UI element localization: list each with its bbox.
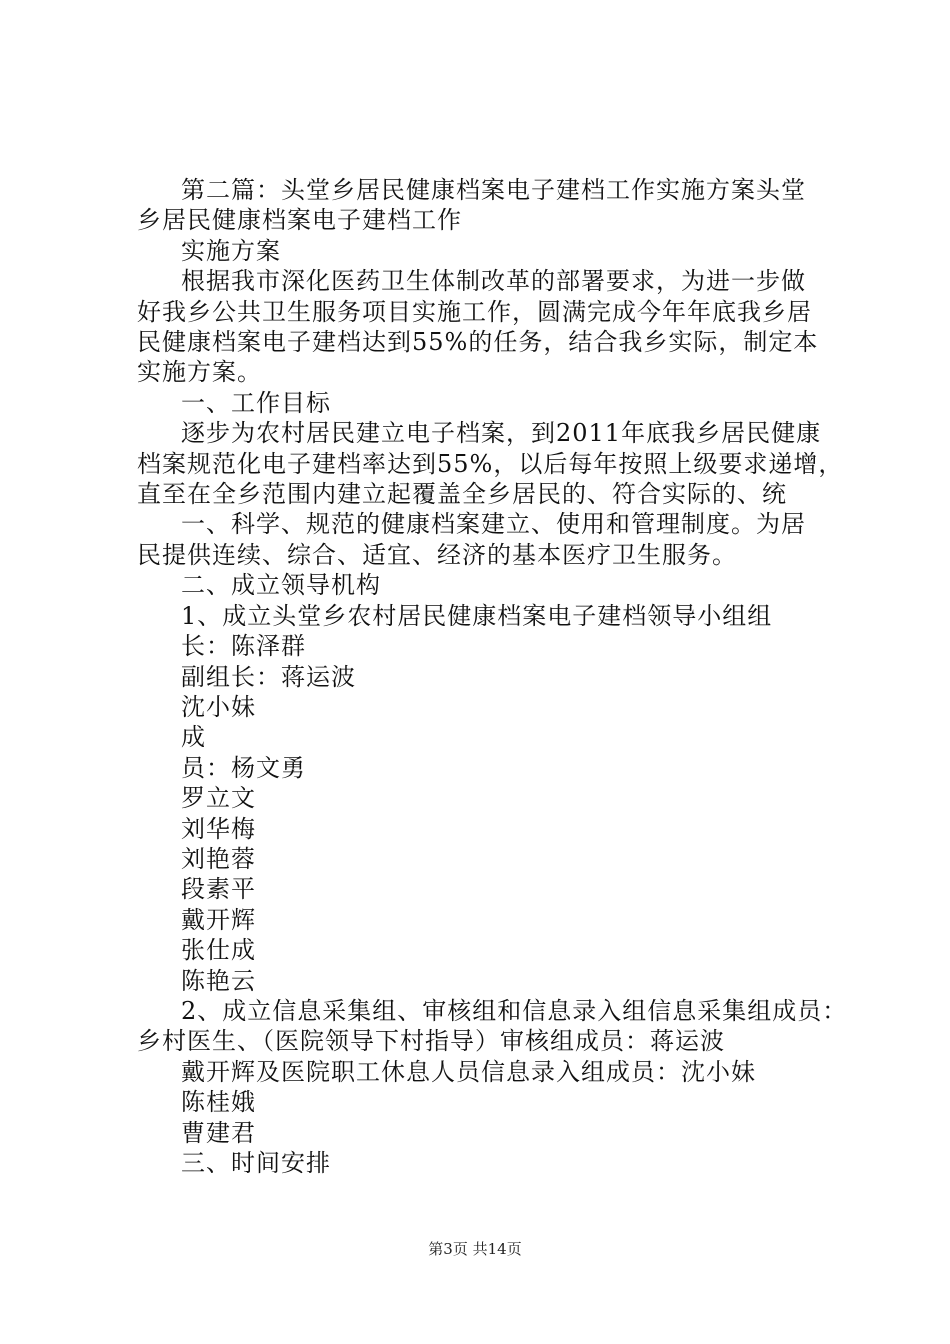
text-line: 根据我市深化医药卫生体制改革的部署要求，为进一步做 (181, 267, 806, 296)
text-line: 1、成立头堂乡农村居民健康档案电子建档领导小组组 (181, 601, 773, 630)
text-line: 一、工作目标 (181, 388, 331, 417)
page-number-label: 第3页 共14页 (428, 1240, 522, 1258)
text-line: 长：陈泽群 (181, 632, 306, 661)
page-footer (0, 1238, 950, 1259)
text-line: 陈桂娥 (181, 1088, 256, 1117)
text-line: 刘华梅 (181, 814, 256, 843)
text-line: 成 (181, 723, 206, 752)
text-line: 沈小妹 (181, 692, 256, 721)
text-line: 实施方案。 (137, 358, 262, 387)
text-line: 第二篇：头堂乡居民健康档案电子建档工作实施方案头堂 (181, 176, 806, 204)
text-line: 直至在全乡范围内建立起覆盖全乡居民的、符合实际的、统 (137, 480, 787, 509)
text-line: 2、成立信息采集组、审核组和信息录入组信息采集组成员： (181, 996, 848, 1025)
text-line: 一、科学、规范的健康档案建立、使用和管理制度。为居 (181, 510, 806, 539)
text-line: 陈艳云 (181, 966, 256, 995)
text-line: 逐步为农村居民建立电子档案，到2011年底我乡居民健康 (181, 419, 822, 448)
text-line: 员：杨文勇 (181, 753, 306, 782)
text-line: 乡居民健康档案电子建档工作 (137, 206, 462, 235)
text-line: 戴开辉 (181, 905, 256, 934)
text-line: 刘艳蓉 (181, 844, 256, 873)
text-line: 档案规范化电子建档率达到55%，以后每年按照上级要求递增， (137, 449, 844, 478)
document-body (137, 175, 848, 1178)
text-line: 实施方案 (181, 236, 281, 265)
text-line: 张仕成 (181, 936, 256, 965)
text-line: 段素平 (181, 875, 256, 904)
text-line: 乡村医生、（医院领导下村指导）审核组成员：蒋运波 (137, 1027, 725, 1056)
text-line: 民提供连续、综合、适宜、经济的基本医疗卫生服务。 (137, 540, 737, 569)
text-line: 罗立文 (181, 784, 256, 813)
text-line: 三、时间安排 (181, 1149, 331, 1177)
text-line: 好我乡公共卫生服务项目实施工作，圆满完成今年年底我乡居 (137, 297, 812, 326)
text-line: 戴开辉及医院职工休息人员信息录入组成员：沈小妹 (181, 1057, 756, 1086)
text-line: 曹建君 (181, 1118, 256, 1147)
text-line: 二、成立领导机构 (181, 571, 381, 600)
text-line: 副组长：蒋运波 (181, 662, 356, 691)
text-line: 民健康档案电子建档达到55%的任务，结合我乡实际，制定本 (137, 328, 819, 357)
